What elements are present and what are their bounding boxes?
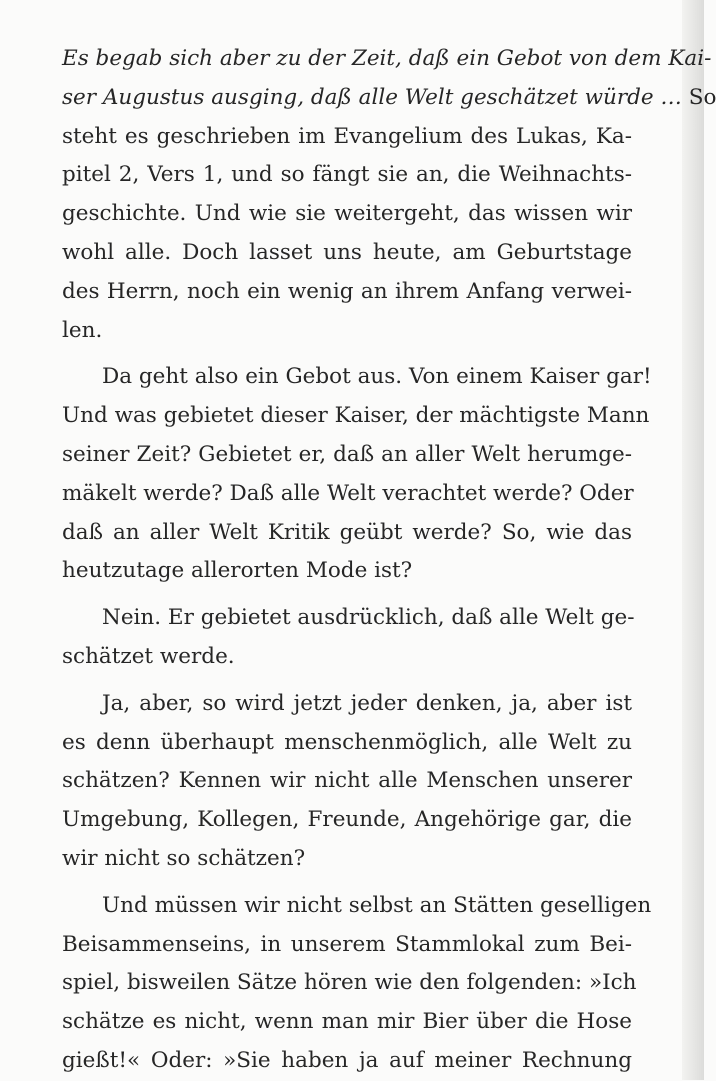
text-line: mäkelt werde? Daß alle Welt verachtet werde? Oder [62, 480, 634, 506]
text-line: es denn überhaupt menschenmöglich, alle Welt zu [62, 729, 632, 755]
text-line: Ja, aber, so wird jetzt jeder denken, ja, aber ist [102, 690, 632, 716]
text-line: wir nicht so schätzen? [62, 845, 306, 871]
text-line: Und müssen wir nicht selbst an Stätten geselligen [102, 892, 652, 918]
text-line: spiel, bisweilen Sätze hören wie den folgenden: »Ich [62, 970, 637, 996]
text-line: Und was gebietet dieser Kaiser, der mächtigste Mann [62, 403, 650, 429]
text-line: seiner Zeit? Gebietet er, daß an aller Welt herumge- [62, 441, 632, 467]
text-line: Umgebung, Kollegen, Freunde, Angehörige gar, die [62, 807, 632, 833]
text-line: daß an aller Welt Kritik geübt werde? So, wie das [62, 519, 632, 545]
text-line: gießt!« Oder: »Sie haben ja auf meiner Rechnung [62, 1047, 632, 1073]
text-line: Da geht also ein Gebot aus. Von einem Kaiser gar! [102, 364, 652, 390]
book-page-text [62, 40, 716, 1081]
text-line: Es begab sich aber zu der Zeit, daß ein Gebot von dem Kai- [62, 46, 712, 71]
text-line: schätzen? Kennen wir nicht alle Menschen unserer [62, 768, 632, 794]
text-line: ser Augustus ausging, daß alle Welt geschätzet würde … So [62, 84, 716, 110]
text-line: wohl alle. Doch lasset uns heute, am Geburtstage [62, 239, 632, 265]
text-line: Nein. Er gebietet ausdrücklich, daß alle Welt ge- [102, 605, 635, 631]
text-line: schätzet werde. [62, 643, 235, 669]
text-line: heutzutage allerorten Mode ist? [62, 558, 413, 584]
text-line: des Herrn, noch ein wenig an ihrem Anfang verwei- [62, 278, 632, 304]
text-line: len. [62, 317, 103, 343]
text-line: Beisammenseins, in unserem Stammlokal zum Bei- [62, 931, 632, 957]
text-line: geschichte. Und wie sie weitergeht, das wissen wir [62, 201, 632, 227]
text-line: pitel 2, Vers 1, und so fängt sie an, die Weihnachts- [62, 162, 632, 188]
page-edge [682, 0, 704, 1080]
text-line: steht es geschrieben im Evangelium des Lukas, Ka- [62, 123, 632, 149]
text-line: schätze es nicht, wenn man mir Bier über die Hose [62, 1009, 632, 1035]
